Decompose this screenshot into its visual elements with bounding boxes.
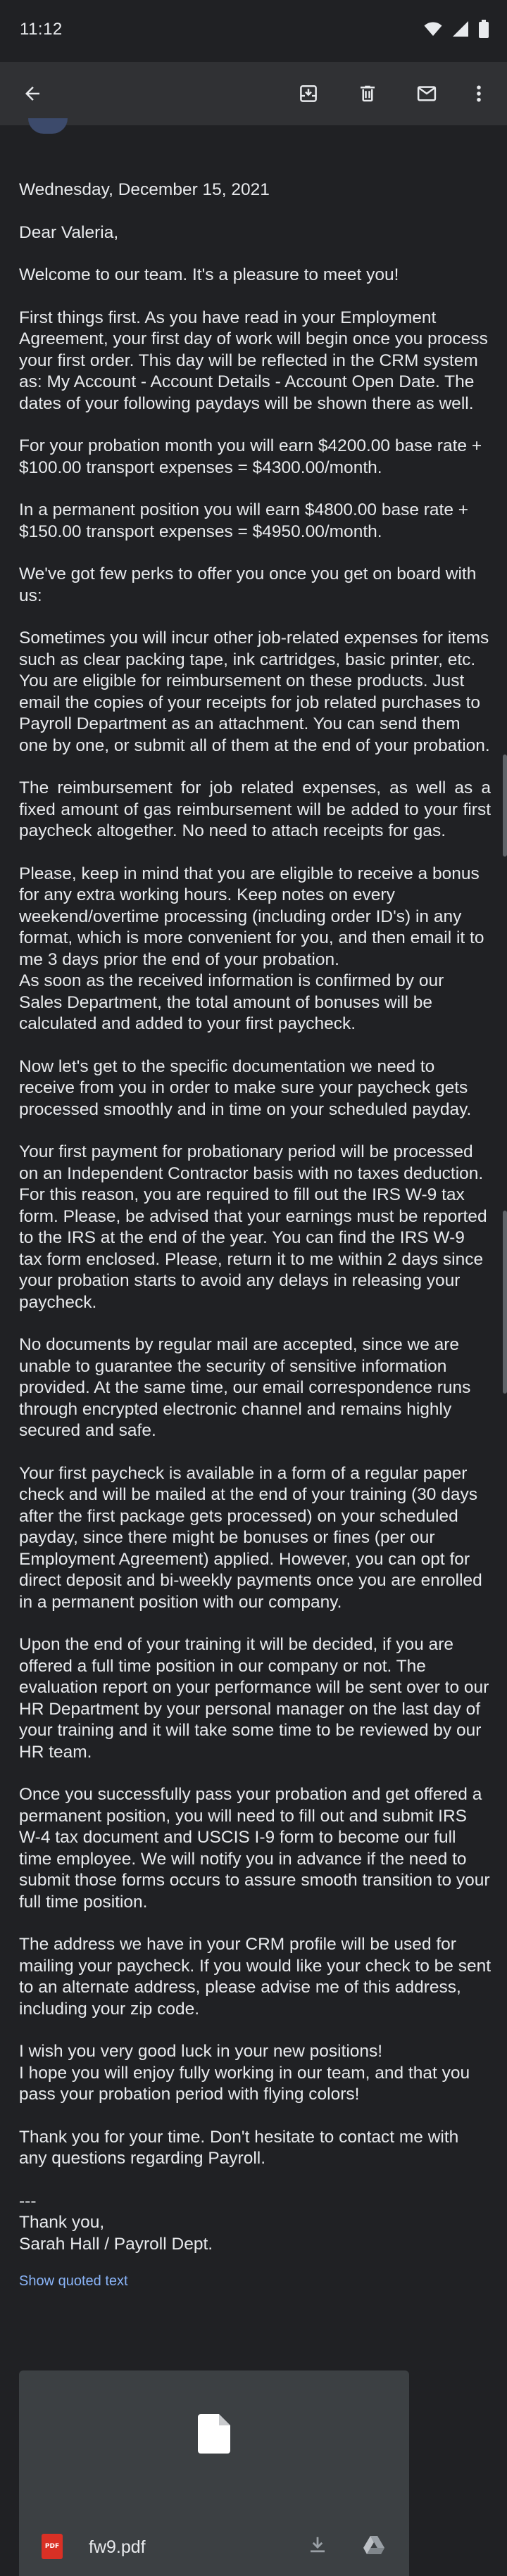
show-quoted-text-link[interactable]: Show quoted text (19, 2273, 128, 2289)
signal-icon (452, 20, 469, 37)
more-options-button[interactable] (459, 74, 499, 113)
attachment-filename: fw9.pdf (89, 2537, 146, 2557)
body-paragraph: First things first. As you have read in your Employment Agreement, your first day of work will begin once you process your first order. This day will be reflected in the CRM system as: My Account - Account Details - Account Open Date. The dates of your following paydays will be shown there as well. (19, 308, 488, 413)
attachment-footer (19, 2518, 409, 2576)
body-paragraph: As soon as the received information is confirmed by our Sales Department, the total amount of bonuses will be calculated and added to your first paycheck. (19, 971, 444, 1033)
archive-icon (298, 83, 319, 104)
mark-unread-button[interactable] (407, 74, 446, 113)
download-icon (307, 2534, 328, 2559)
signature-closing: Thank you, (19, 2213, 105, 2232)
body-paragraph: The address we have in your CRM profile will be used for mailing your paycheck. If you would like your check to be sent to an alternate address, please advise me of this address, including your zip code. (19, 1935, 492, 2019)
body-paragraph: I hope you will enjoy fully working in our team, and that you pass your probation period with flying colors! (19, 2063, 470, 2104)
status-icons (424, 20, 489, 38)
body-paragraph: Sometimes you will incur other job-related expenses for items such as clear packing tape, ink cartridges, basic printer, etc. You are eligible for reimbursement on these products. Just email the copies of your receipts for job related purchases to Payroll Department as an attachment. You can send them one by one, or submit all of them at the end of your probation. (19, 629, 490, 755)
back-button[interactable] (13, 74, 52, 113)
save-to-drive-button[interactable] (360, 2532, 388, 2561)
body-paragraph: The reimbursement for job related expenses, as well as a fixed amount of gas reimbursement will be added to your first paycheck altogether. No need to attach receipts for gas. (19, 778, 491, 840)
file-icon (198, 2414, 230, 2457)
delete-icon (357, 83, 378, 104)
archive-button[interactable] (289, 74, 328, 113)
more-options-icon (468, 83, 489, 104)
delete-button[interactable] (348, 74, 387, 113)
back-arrow-icon (22, 83, 43, 104)
pdf-icon: PDF (42, 2534, 63, 2559)
body-paragraph: Now let's get to the specific documentation we need to receive from you in order to make sure your paycheck gets processed smoothly and in time on your scheduled payday. (19, 1056, 472, 1119)
attachment-card[interactable] (19, 2370, 409, 2576)
email-body (19, 179, 491, 2255)
body-paragraph: Your first payment for probationary period will be processed on an Independent Contractor basis with no taxes deduction. For this reason, you are required to fill out the IRS W-9 tax form. Please, be advised that your earnings must be reported to the IRS at the end of the year. You can find the IRS W-9 tax form enclosed. Please, return it to me within 2 days since your probation starts to avoid any delays in releasing your paycheck. (19, 1142, 487, 1312)
body-paragraph: For your probation month you will earn $4200.00 base rate + $100.00 transport expenses = $4300.00/month. (19, 436, 482, 477)
wifi-icon (424, 21, 442, 37)
body-paragraph: Once you successfully pass your probation and get offered a permanent position, you will need to fill out and submit IRS W-4 tax document and USCIS I-9 form to become our full time employee. We will notify you in advance if the need to submit those forms occurs to assure smooth transition to your full time position. (19, 1785, 490, 1912)
body-paragraph: No documents by regular mail are accepted, since we are unable to guarantee the security of sensitive information provided. At the same time, our email correspondence runs through encrypted electronic channel and remains highly secured and safe. (19, 1335, 471, 1440)
signature-name: Sarah Hall / Payroll Dept. (19, 2234, 213, 2254)
battery-icon (479, 20, 489, 38)
status-bar (0, 0, 507, 62)
email-toolbar (0, 62, 507, 125)
drive-icon (363, 2534, 385, 2559)
body-paragraph: Please, keep in mind that you are eligible to receive a bonus for any extra working hours. Keep notes on every weekend/overtime processing (including order ID's) in any format, which is more convenient for you, and then email it to me 3 days prior the end of your probation. (19, 864, 484, 969)
download-button[interactable] (303, 2532, 332, 2561)
body-paragraph: In a permanent position you will earn $4800.00 base rate + $150.00 transport expenses = $4950.00/month. (19, 500, 469, 541)
signature-separator: --- (19, 2191, 37, 2211)
body-paragraph: Thank you for your time. Don't hesitate to contact me with any questions regarding Payroll. (19, 2127, 459, 2168)
status-time: 11:12 (20, 20, 63, 39)
email-date: Wednesday, December 15, 2021 (19, 180, 270, 199)
sender-avatar[interactable] (28, 118, 68, 134)
body-paragraph: I wish you very good luck in your new positions! (19, 2042, 383, 2061)
greeting: Dear Valeria, (19, 222, 119, 242)
scrollbar-indicator[interactable] (503, 755, 507, 857)
body-paragraph: Your first paycheck is available in a form of a regular paper check and will be mailed at the end of your training (30 days after the first package gets processed) on your scheduled payday, since there might be bonuses or fines (per our Employment Agreement) applied. However, you can opt for direct deposit and bi-weekly payments once you are enrolled in a permanent position with our company. (19, 1463, 482, 1612)
body-paragraph: Welcome to our team. It's a pleasure to meet you! (19, 265, 399, 284)
body-paragraph: Upon the end of your training it will be decided, if you are offered a full time position in our company or not. The evaluation report on your performance will be sent over to our HR Department by your personal manager on the last day of your training and it will take some time to be reviewed by our HR team. (19, 1635, 489, 1762)
scrollbar-thumb[interactable] (503, 1211, 507, 1394)
mark-unread-icon (416, 83, 437, 104)
body-paragraph: We've got few perks to offer you once you get on board with us: (19, 564, 477, 605)
